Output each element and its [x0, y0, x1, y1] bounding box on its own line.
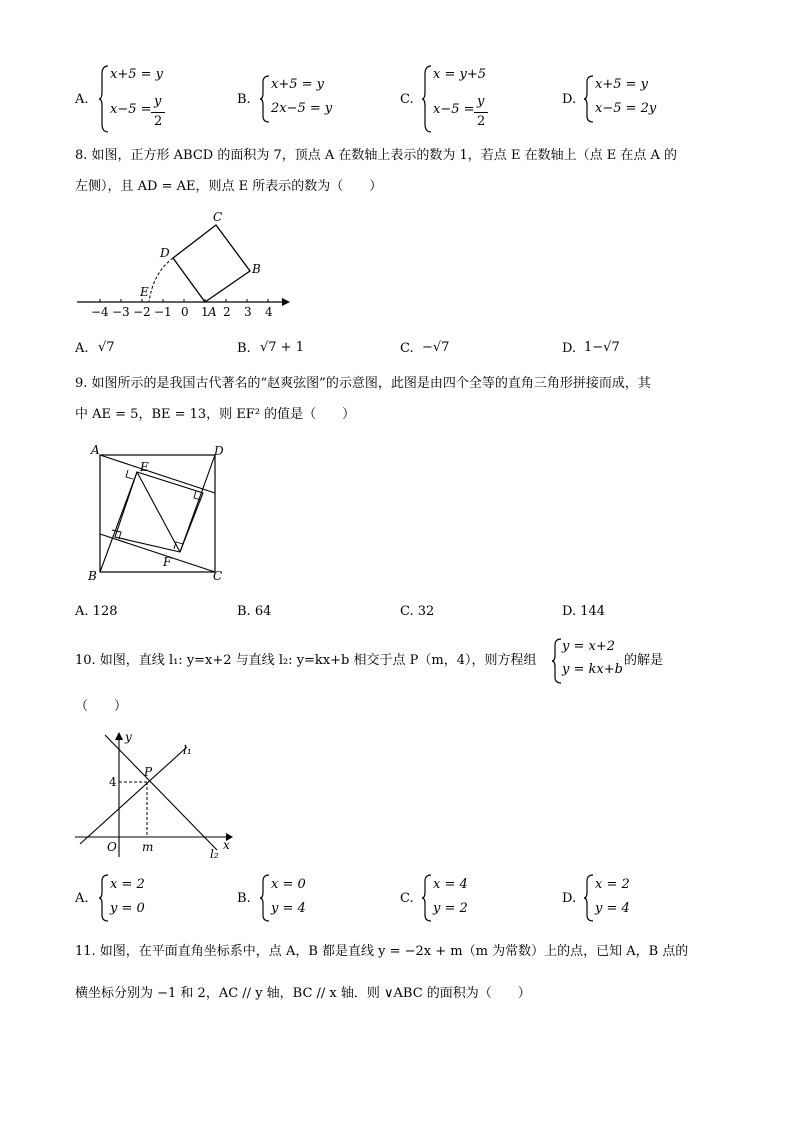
q10-stem-line-2: （ ） — [75, 699, 128, 714]
q10-stem-line-1: 10. 如图，直线 l₁: y=x+2 与直线 l₂: y=kx+b 相交于点 P（m，4），则方程组 — [75, 653, 537, 668]
q8-option-c-text: −√7 — [422, 340, 450, 355]
option-label: A. — [75, 92, 89, 107]
equation-system — [259, 873, 329, 923]
option-label: A. — [75, 891, 89, 906]
outer-square — [100, 455, 215, 572]
q11-stem-line-1: 11. 如图，在平面直角坐标系中，点 A，B 都是直线 y = −2x + m（m 为常数）上的点，已知 A，B 点的 — [75, 944, 689, 959]
equation-2: y = 4 — [595, 901, 630, 916]
number-line-tick-label: 4 — [265, 305, 273, 319]
equation-2-lhs: x−5 = — [433, 102, 475, 117]
q8-option-b-text: √7 + 1 — [260, 340, 304, 355]
axis-label-y: y — [125, 730, 132, 744]
point-label-e: E — [140, 460, 149, 474]
q8-option-b: B. — [237, 341, 251, 356]
point-label-e: E — [140, 285, 149, 299]
q9-stem-line-2: 中 AE = 5，BE = 13，则 EF² 的值是（ ） — [75, 407, 356, 422]
fraction-bar — [151, 112, 165, 113]
equation-2: 2x−5 = y — [271, 101, 333, 116]
y-axis-arrow-icon — [115, 732, 123, 740]
q9-option-c: C. 32 — [400, 604, 435, 619]
equation-1: x = 4 — [433, 877, 468, 892]
q8-figure-number-line-square — [70, 205, 300, 325]
equation-1: y = x+2 — [562, 639, 615, 654]
origin-label: O — [107, 840, 117, 854]
equation-system — [421, 873, 491, 923]
equation-2: y = 2 — [433, 901, 468, 916]
q8-option-d-text: 1−√7 — [584, 340, 620, 355]
left-brace-icon — [583, 873, 595, 923]
equation-2-lhs: x−5 = — [110, 102, 152, 117]
option-label: B. — [237, 891, 251, 906]
equation-1: x = y+5 — [433, 67, 486, 82]
number-line-tick-label: −1 — [154, 305, 172, 319]
equation-2: y = kx+b — [562, 662, 623, 677]
number-line-tick-label: 1 — [201, 305, 209, 319]
equation-2: y = 0 — [110, 901, 145, 916]
point-label-a: A — [208, 305, 217, 319]
number-line-tick-label: −3 — [112, 305, 130, 319]
q10-stem-line-1-end: 的解是 — [624, 653, 664, 668]
line-l1 — [80, 747, 187, 844]
equation-system — [98, 873, 168, 923]
equation-system — [583, 873, 653, 923]
point-label-c: C — [213, 210, 223, 224]
equation-1: x = 2 — [595, 877, 630, 892]
equation-system — [583, 74, 673, 124]
equation-2: x−5 = 2y — [595, 101, 657, 116]
left-brace-icon — [259, 74, 271, 124]
fraction-numerator: y — [154, 94, 162, 109]
equation-system — [259, 74, 349, 124]
arc-d-to-e — [149, 258, 173, 302]
q11-stem-line-2: 横坐标分别为 −1 和 2，AC // y 轴，BC // x 轴．则 ∨ABC 的面积为（ ） — [75, 986, 531, 1001]
equation-system — [98, 64, 188, 134]
number-line-tick-label: 2 — [223, 305, 231, 319]
point-label-c: C — [213, 569, 223, 583]
q10-equation-system — [551, 637, 631, 685]
line-label-l2: l₂ — [210, 847, 219, 861]
point-label-p: P — [144, 765, 153, 779]
left-brace-icon — [421, 873, 433, 923]
left-brace-icon — [259, 873, 271, 923]
left-brace-icon — [421, 64, 433, 134]
number-line-tick-label: −2 — [133, 305, 151, 319]
equation-1: x = 0 — [271, 877, 306, 892]
q8-option-a: A. — [75, 341, 89, 356]
option-label: C. — [400, 891, 414, 906]
axis-label-x: x — [223, 838, 230, 852]
q9-figure-zhao-shuang-diagram — [85, 442, 235, 587]
equation-1: x+5 = y — [271, 77, 324, 92]
fraction-bar — [474, 112, 488, 113]
equation-1: x+5 = y — [110, 67, 163, 82]
option-label: D. — [562, 891, 577, 906]
number-line-tick-label: 3 — [244, 305, 252, 319]
option-label: B. — [237, 92, 251, 107]
q9-option-b: B. 64 — [237, 604, 272, 619]
equation-system — [421, 64, 511, 134]
q9-option-d: D. 144 — [562, 604, 606, 619]
point-label-d: D — [214, 444, 224, 458]
axis-arrow-icon — [282, 298, 290, 306]
left-brace-icon — [98, 873, 110, 923]
q9-stem-line-1: 9. 如图所示的是我国古代著名的“赵爽弦图”的示意图，此图是由四个全等的直角三角形拼接而成，其 — [75, 376, 651, 391]
fraction-numerator: y — [477, 94, 485, 109]
point-label-d: D — [160, 246, 170, 260]
fraction-denominator: 2 — [477, 114, 486, 129]
number-line-tick-label: 0 — [181, 305, 189, 319]
left-brace-icon — [98, 64, 110, 134]
tick-label-m: m — [142, 840, 154, 854]
line-label-l1: l₁ — [183, 743, 192, 757]
left-brace-icon — [583, 74, 595, 124]
q8-stem-line-2: 左侧），且 AD = AE，则点 E 所表示的数为（ ） — [75, 179, 383, 194]
point-label-b: B — [252, 262, 261, 276]
point-label-a: A — [91, 443, 100, 457]
tick-label-4: 4 — [109, 775, 117, 789]
line-l2 — [105, 735, 217, 850]
equation-1: x+5 = y — [595, 77, 648, 92]
square-abcd — [173, 225, 250, 302]
q9-option-a: A. 128 — [75, 604, 118, 619]
q8-option-a-text: √7 — [98, 340, 115, 355]
number-line-tick-label: −4 — [91, 305, 109, 319]
equation-2: y = 4 — [271, 901, 306, 916]
point-label-f: F — [163, 555, 172, 569]
option-label: D. — [562, 92, 577, 107]
option-label: C. — [400, 92, 414, 107]
q10-figure-coordinate-lines — [70, 727, 240, 862]
point-label-b: B — [88, 569, 97, 583]
equation-1: x = 2 — [110, 877, 145, 892]
q8-option-d: D. — [562, 341, 577, 356]
q8-option-c: C. — [400, 341, 414, 356]
fraction-denominator: 2 — [154, 114, 163, 129]
q8-stem-line-1: 8. 如图，正方形 ABCD 的面积为 7，顶点 A 在数轴上表示的数为 1，若点 E 在数轴上（点 E 在点 A 的 — [75, 148, 677, 163]
